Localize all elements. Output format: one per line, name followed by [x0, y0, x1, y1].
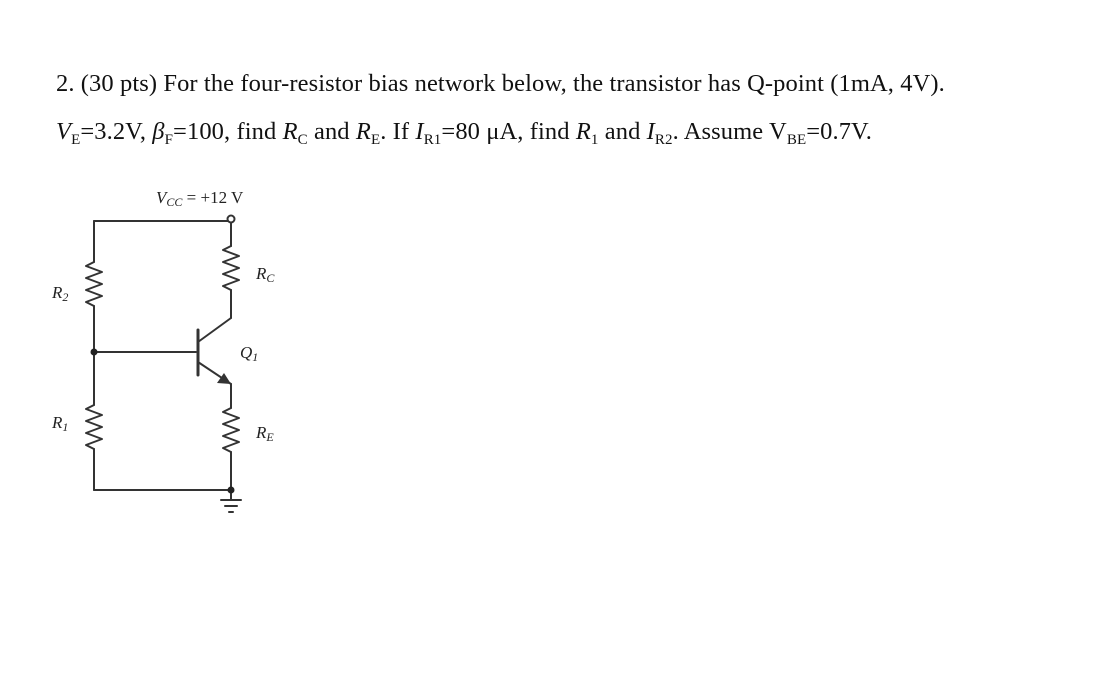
assume-text: . Assume V	[672, 118, 787, 145]
collector-lead	[198, 318, 231, 342]
re-subscript: E	[370, 132, 381, 148]
bias-network-schematic	[0, 170, 400, 540]
rc-resistor	[223, 246, 239, 290]
beta-value: =100, find	[173, 118, 283, 145]
problem-statement-line-1: 2. (30 pts) For the four-resistor bias network below, the transistor has Q-point (1mA, 4V).	[56, 70, 945, 97]
vcc-label: VCC = +12 V	[156, 188, 244, 209]
base-junction-dot	[91, 349, 98, 356]
r1-symbol: R	[575, 118, 591, 145]
problem-statement-line-2	[56, 118, 872, 146]
beta-subscript: F	[164, 132, 174, 148]
ir2-subscript: R2	[654, 132, 673, 148]
re-symbol: R	[355, 118, 371, 145]
ve-subscript: E	[71, 132, 81, 148]
ve-symbol: V	[56, 118, 72, 145]
ir2-symbol: I	[646, 118, 655, 145]
q1-label: Q1	[240, 343, 259, 364]
r1-resistor	[86, 405, 102, 449]
beta-symbol: β	[152, 118, 165, 145]
if-text: . If	[380, 118, 416, 145]
r2-resistor	[86, 262, 102, 306]
rc-label: RC	[256, 264, 275, 285]
emitter-arrow-icon	[217, 373, 231, 384]
and-text-1: and	[307, 118, 356, 145]
ground-junction-dot	[228, 487, 235, 494]
r1-label: R1	[52, 413, 69, 434]
rc-subscript: C	[297, 132, 308, 148]
re-resistor	[223, 408, 239, 452]
vbe-subscript: BE	[786, 132, 807, 148]
ir1-symbol: I	[415, 118, 424, 145]
vcc-terminal	[228, 216, 235, 223]
ve-value: =3.2V,	[80, 118, 153, 145]
r2-label: R2	[52, 283, 69, 304]
ir1-value: =80 μA, find	[441, 118, 576, 145]
vbe-value: =0.7V.	[806, 118, 872, 145]
rc-symbol: R	[282, 118, 298, 145]
ir1-subscript: R1	[423, 132, 442, 148]
and-text-2: and	[598, 118, 647, 145]
re-label: RE	[256, 423, 274, 444]
r1-subscript: 1	[590, 132, 599, 148]
